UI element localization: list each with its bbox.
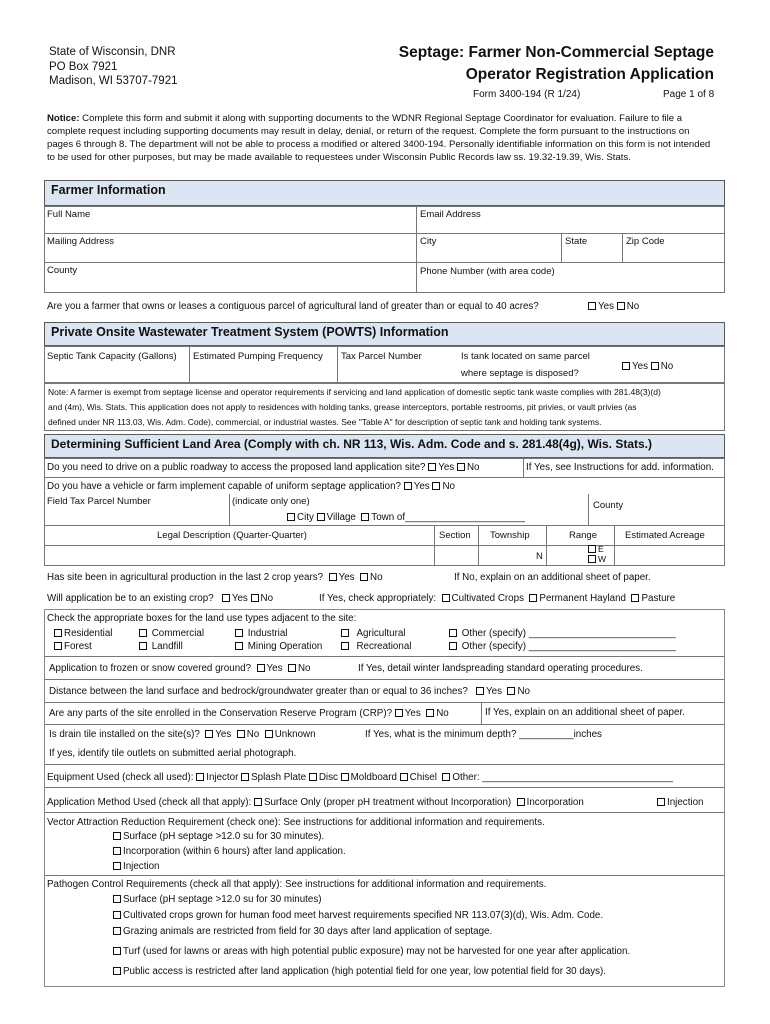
agency-line1: State of Wisconsin, DNR (49, 46, 176, 58)
powts-note-line2: and (4m), Wis. Stats. This application does not apply to residences with holding tanks, grease interceptors, portable restrooms, pit privies, or vault privies (as (48, 402, 637, 412)
adjacent-residential: Residential (54, 628, 112, 639)
adjacent-mining: Mining Operation (235, 641, 322, 652)
range-direction-options: E W (588, 545, 606, 564)
equipment-row: Equipment Used (check all used): Injector Splash Plate Disc Moldboard Chisel Other: ___________________________________ (47, 772, 674, 783)
same-parcel-question-2: where septage is disposed? (461, 368, 579, 379)
pathogen-option-1: Surface (pH septage >12.0 su for 30 minutes) (113, 894, 322, 905)
adjacent-commercial: Commercial (139, 628, 204, 639)
other1-field[interactable]: Other (specify) ___________________________ (461, 628, 676, 639)
pathogen-option-2: Cultivated crops grown for human food meet harvest requirements specified NR 113.07(3)(d), Wis. Adm. Code. (113, 910, 603, 921)
drive-yes-checkbox[interactable] (428, 463, 436, 471)
vector-option-surface: Surface (pH septage >12.0 su for 30 minutes). (113, 831, 324, 842)
vehicle-no-checkbox[interactable] (432, 482, 440, 490)
email-field[interactable]: Email Address (420, 209, 481, 220)
notice-text: Complete this form and submit it along with supporting documents to the WDNR Regional Septage Coordinator for evaluation. Failure to file a complete request including supporting documents may result in delay, denial, or return of the request. Complete the form pursuant to the instructions on pages 6 through 8. The department will not be able to process a modified or altered 3400-194. Personally identifiable information on this form is not intended to be used for other purposes, but may be made available to requestees under Wisconsin Public Records law ss. 19.32-19.39, Wis. Stats. (47, 113, 711, 163)
range-west-checkbox[interactable] (588, 555, 596, 563)
agency-line2: PO Box 7921 (49, 60, 118, 73)
other-equipment-field[interactable]: Other: ___________________________________ (452, 772, 674, 783)
ag-no-checkbox[interactable] (360, 573, 368, 581)
farmer-yes-checkbox[interactable] (588, 302, 596, 310)
field-tax-parcel-field[interactable]: Field Tax Parcel Number (47, 496, 151, 507)
tile-outlets-note: If yes, identify tile outlets on submitted aerial photograph. (49, 748, 297, 759)
form-number: Form 3400-194 (R 1/24) (473, 89, 581, 100)
farmer-acreage-question: Are you a farmer that owns or leases a contiguous parcel of agricultural land of greater than or equal to 40 acres? (47, 301, 539, 312)
injection-option: Injection (657, 797, 704, 808)
bedrock-question: Distance between the land surface and bedrock/groundwater greater than or equal to 36 inches? Yes No (49, 686, 530, 697)
notice-paragraph (47, 112, 717, 164)
existing-no-checkbox[interactable] (251, 594, 259, 602)
form-title (399, 42, 714, 86)
pasture-checkbox[interactable] (631, 594, 639, 602)
land-section-header: Determining Sufficient Land Area (Comply with ch. NR 113, Wis. Adm. Code and s. 281.48(4g), Wis. Stats.) (44, 434, 725, 458)
acreage-header: Estimated Acreage (625, 530, 705, 541)
adjacent-recreational: Recreational (341, 641, 411, 652)
county-field[interactable]: County (47, 265, 78, 276)
agency-address (49, 45, 178, 89)
other2-field[interactable]: Other (specify) ___________________________ (461, 641, 676, 652)
farmer-section-header: Farmer Information (44, 180, 725, 206)
same-parcel-no-checkbox[interactable] (651, 362, 659, 370)
town-name-field[interactable]: ______________________ (405, 512, 525, 523)
powts-section-header: Private Onsite Wastewater Treatment System (POWTS) Information (44, 322, 725, 346)
farmer-no-checkbox[interactable] (617, 302, 625, 310)
state-field[interactable]: State (565, 236, 588, 247)
vehicle-question: Do you have a vehicle or farm implement capable of uniform septage application? Yes No (47, 481, 455, 492)
drive-note: If Yes, see Instructions for add. information. (526, 462, 714, 473)
crp-question: Are any parts of the site enrolled in the Conservation Reserve Program (CRP)? Yes No (49, 708, 449, 719)
adjacent-industrial: Industrial (235, 628, 288, 639)
pumping-frequency-field[interactable]: Estimated Pumping Frequency (193, 351, 323, 362)
full-name-field[interactable]: Full Name (47, 209, 91, 220)
existing-crop-options: If Yes, check appropriately: Cultivated Crops Permanent Hayland Pasture (319, 593, 676, 604)
indicate-label: (indicate only one) (232, 496, 310, 507)
village-checkbox[interactable] (317, 513, 325, 521)
notice-label: Notice: (47, 113, 80, 124)
crp-note: If Yes, explain on an additional sheet of paper. (485, 707, 685, 718)
pathogen-control-prompt: Pathogen Control Requirements (check all that apply): See instructions for additional information and requirements. (47, 879, 547, 890)
section-header: Section (439, 530, 471, 541)
existing-crop-question: Will application be to an existing crop? Yes No (47, 593, 274, 604)
municipality-options: City Village Town of______________________ (287, 512, 525, 523)
adjacent-landfill: Landfill (139, 641, 183, 652)
land-details-frame (44, 609, 725, 987)
pathogen-option-4: Turf (used for lawns or areas with high potential public exposure) may not be harvested for one year after application. (113, 946, 630, 957)
city-checkbox[interactable] (287, 513, 295, 521)
range-east-checkbox[interactable] (588, 545, 596, 553)
same-parcel-yes-checkbox[interactable] (622, 362, 630, 370)
ag-production-question: Has site been in agricultural production in the last 2 crop years? Yes No (47, 572, 383, 583)
frozen-ground-question: Application to frozen or snow covered ground? Yes No (49, 663, 311, 674)
vector-option-incorporation: Incorporation (within 6 hours) after land application. (113, 846, 346, 857)
permanent-hayland-checkbox[interactable] (529, 594, 537, 602)
range-header: Range (569, 530, 597, 541)
agency-line3: Madison, WI 53707-7921 (49, 75, 178, 87)
tank-capacity-field[interactable]: Septic Tank Capacity (Gallons) (47, 351, 177, 362)
farmer-acreage-options: Yes No (588, 301, 639, 312)
vehicle-yes-checkbox[interactable] (404, 482, 412, 490)
city-field[interactable]: City (420, 236, 437, 247)
title-line2: Operator Registration Application (465, 66, 714, 83)
adjacent-forest: Forest (54, 641, 92, 652)
same-parcel-options: Yes No (622, 361, 673, 372)
land-county-field[interactable]: County (593, 500, 624, 511)
title-line1: Septage: Farmer Non-Commercial Septage (398, 44, 714, 61)
vector-attraction-prompt: Vector Attraction Reduction Requirement (check one): See instructions for additional information and requirements. (47, 817, 545, 828)
existing-yes-checkbox[interactable] (222, 594, 230, 602)
pathogen-option-3: Grazing animals are restricted from field for 30 days after land application of septage. (113, 926, 492, 937)
cultivated-crops-checkbox[interactable] (442, 594, 450, 602)
adjacent-agricultural: Agricultural (341, 628, 405, 639)
township-header: Township (490, 530, 530, 541)
application-method-row: Application Method Used (check all that apply): Surface Only (proper pH treatment without Incorporation) Incorporation (47, 797, 584, 808)
phone-field[interactable]: Phone Number (with area code) (420, 266, 555, 277)
page-number: Page 1 of 8 (663, 89, 715, 100)
pathogen-option-5: Public access is restricted after land application (high potential field for one year, low potential field for 30 days). (113, 966, 606, 977)
drive-no-checkbox[interactable] (457, 463, 465, 471)
township-north-label: N (536, 551, 543, 562)
legal-description-header: Legal Description (Quarter-Quarter) (157, 530, 307, 541)
adjacent-land-prompt: Check the appropriate boxes for the land use types adjacent to the site: (47, 613, 357, 624)
mailing-address-field[interactable]: Mailing Address (47, 236, 115, 247)
ag-note: If No, explain on an additional sheet of paper. (454, 572, 651, 583)
tax-parcel-field[interactable]: Tax Parcel Number (341, 351, 422, 362)
drain-tile-question: Is drain tile installed on the site(s)? Yes No Unknown (49, 729, 316, 740)
same-parcel-question-1: Is tank located on same parcel (461, 351, 590, 362)
vector-option-injection: Injection (113, 861, 160, 872)
zip-field[interactable]: Zip Code (626, 236, 665, 247)
drive-question: Do you need to drive on a public roadway to access the proposed land application site? Yes No (47, 462, 480, 473)
ag-yes-checkbox[interactable] (329, 573, 337, 581)
town-checkbox[interactable] (361, 513, 369, 521)
powts-note-line1: Note: A farmer is exempt from septage license and operator requirements if servicing and land application of domestic septic tank waste complies with 281.48(3)(d) (48, 387, 661, 397)
powts-note-line3: defined under NR 113.03, Wis. Adm. Code), commercial, or industrial wastes. See "Table A" for description of septic tank and holding tank systems. (48, 417, 602, 427)
drain-depth-field[interactable]: If Yes, what is the minimum depth? __________inches (365, 729, 602, 740)
frozen-note: If Yes, detail winter landspreading standard operating procedures. (358, 663, 643, 674)
